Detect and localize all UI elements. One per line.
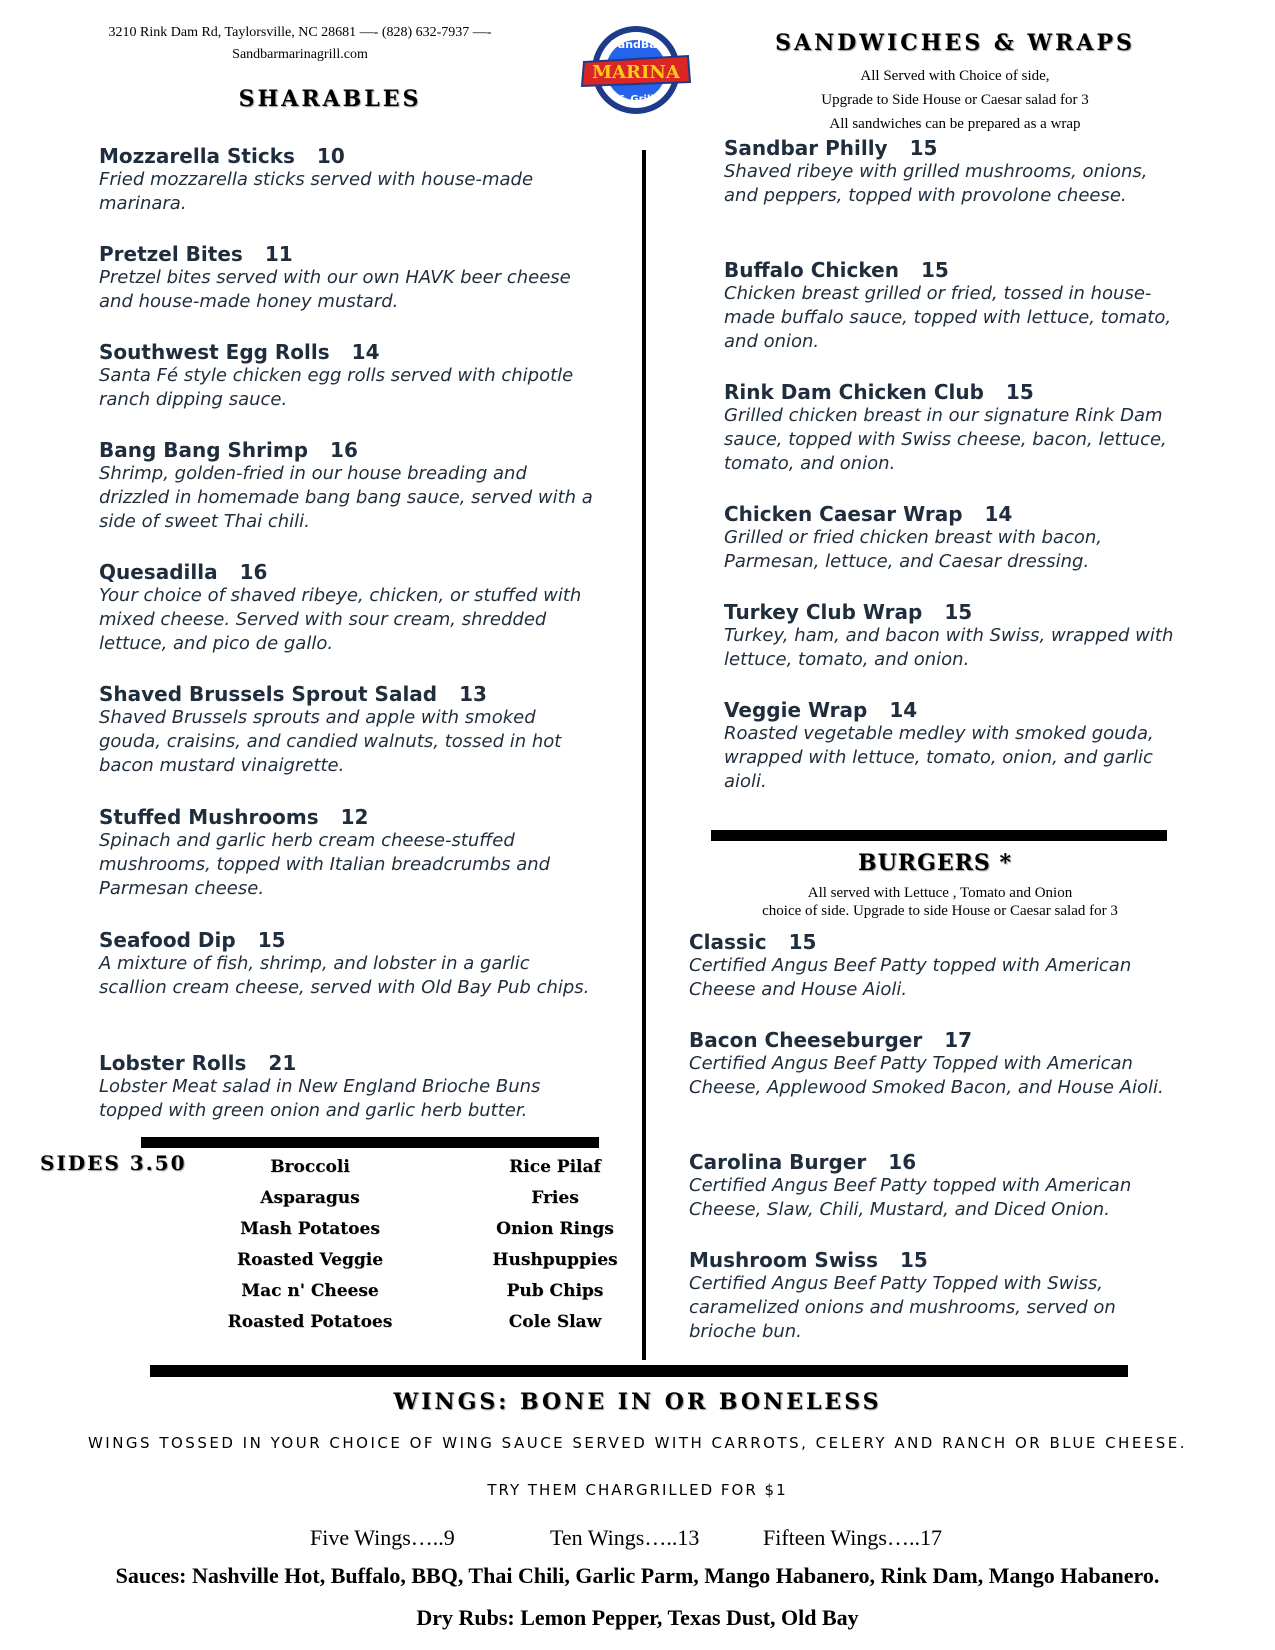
item-price: 14 [351,340,380,364]
menu-item [689,1248,1179,1344]
item-name: Lobster Rolls [99,1051,247,1075]
wing-price: Ten Wings…..13 [550,1525,700,1550]
item-description: Grilled chicken breast in our signature Rink Dam sauce, topped with Swiss cheese, bacon, lettuce, tomato, and onion. [724,405,1167,474]
menu-item [724,136,1184,208]
sandbar-marina-logo [578,22,694,118]
menu-item [724,600,1184,672]
item-price: 11 [264,242,293,266]
menu-item [689,930,1179,1002]
side-item: Broccoli [270,1157,350,1177]
sides-column-1 [190,1152,430,1338]
side-item: Roasted Veggie [236,1250,384,1270]
item-name: Mushroom Swiss [689,1248,878,1272]
burgers-note: All served with Lettuce , Tomato and Onion [807,885,1073,901]
sandwiches-title: SANDWICHES & WRAPS [775,30,1135,56]
menu-item [689,1028,1179,1100]
address-line: 3210 Rink Dam Rd, Taylorsville, NC 28681 —- (828) 632-7937 —- [108,25,492,40]
item-description: Turkey, ham, and bacon with Swiss, wrapped with lettuce, tomato, and onion. [724,625,1174,670]
item-name: Bacon Cheeseburger [689,1028,923,1052]
item-description: Certified Angus Beef Patty Topped with American Cheese, Applewood Smoked Bacon, and House Aioli. [689,1053,1164,1098]
item-description: Spinach and garlic herb cream cheese-stuffed mushrooms, topped with Italian breadcrumbs and Parmesan cheese. [99,830,551,899]
item-name: Shaved Brussels Sprout Salad [99,682,438,706]
item-price: 16 [239,560,268,584]
item-price: 16 [888,1150,917,1174]
menu-item [724,380,1184,476]
side-item: Hushpuppies [492,1250,618,1270]
menu-item [99,928,599,1000]
burgers-note: choice of side. Upgrade to side House or Caesar salad for 3 [762,903,1118,919]
item-price: 13 [459,682,487,706]
side-item: Roasted Potatoes [227,1312,393,1332]
item-name: Chicken Caesar Wrap [724,502,963,526]
item-name: Classic [689,930,767,954]
side-item: Cole Slaw [508,1312,602,1332]
sandwiches-note: All sandwiches can be prepared as a wrap [829,116,1081,132]
item-price: 15 [899,1248,928,1272]
logo-bottom-text: & Grill [618,94,654,105]
burgers-title: BURGERS * [858,850,1012,876]
item-price: 15 [944,600,973,624]
item-description: Santa Fé style chicken egg rolls served with chipotle ranch dipping sauce. [99,365,574,410]
logo-middle-text: MARINA [592,62,680,83]
wings-chargrill-note: TRY THEM CHARGRILLED FOR $1 [487,1481,788,1499]
item-name: Bang Bang Shrimp [99,438,309,462]
item-price: 15 [257,928,286,952]
side-item: Mash Potatoes [240,1219,380,1239]
side-item: Rice Pilaf [509,1157,601,1177]
item-name: Seafood Dip [99,928,236,952]
menu-item [689,1150,1179,1222]
wing-price: Fifteen Wings…..17 [763,1525,942,1550]
sides-divider [141,1137,599,1148]
item-price: 14 [984,502,1013,526]
menu-item [724,502,1184,574]
item-description: Lobster Meat salad in New England Brioche Buns topped with green onion and garlic herb butter. [99,1076,541,1121]
wings-title: WINGS: BONE IN OR BONELESS [393,1389,882,1415]
item-name: Veggie Wrap [724,698,868,722]
menu-item [99,438,599,534]
side-item: Pub Chips [506,1281,604,1301]
item-description: Certified Angus Beef Patty topped with American Cheese and House Aioli. [689,955,1132,1000]
item-description: Shaved ribeye with grilled mushrooms, onions, and peppers, topped with provolone cheese. [724,161,1148,206]
burgers-notes [690,884,1190,920]
item-name: Carolina Burger [689,1150,867,1174]
menu-item [99,340,599,412]
side-item: Mac n' Cheese [241,1281,379,1301]
item-name: Pretzel Bites [99,242,243,266]
item-description: Pretzel bites served with our own HAVK beer cheese and house-made honey mustard. [99,267,571,312]
burgers-divider [711,830,1167,841]
item-name: Rink Dam Chicken Club [724,380,984,404]
item-price: 15 [909,136,938,160]
item-description: Your choice of shaved ribeye, chicken, or stuffed with mixed cheese. Served with sour cream, shredded lettuce, and pico de gallo. [99,585,582,654]
item-description: Fried mozzarella sticks served with house-made marinara. [99,169,534,214]
sides-column-2 [460,1152,650,1338]
item-price: 15 [920,258,949,282]
item-description: Shrimp, golden-fried in our house breading and drizzled in homemade bang bang sauce, served with a side of sweet Thai chili. [99,463,593,532]
header-address [40,22,560,66]
item-description: Certified Angus Beef Patty Topped with Swiss, caramelized onions and mushrooms, served on brioche bun. [689,1273,1116,1342]
menu-item [724,258,1184,354]
item-name: Quesadilla [99,560,218,584]
sharables-title: SHARABLES [238,86,422,112]
logo-top-text: SandBar [609,38,663,51]
wing-dry-rubs: Dry Rubs: Lemon Pepper, Texas Dust, Old Bay [416,1605,859,1630]
item-price: 15 [1005,380,1034,404]
menu-item [99,1051,599,1123]
side-item: Asparagus [260,1188,360,1208]
item-price: 21 [268,1051,297,1075]
wings-subtitle: WINGS TOSSED IN YOUR CHOICE OF WING SAUCE SERVED WITH CARROTS, CELERY AND RANCH OR BLUE CHEESE. [87,1434,1188,1452]
sandwiches-notes [730,64,1180,136]
sandwiches-note: Upgrade to Side House or Caesar salad for 3 [821,92,1089,108]
wings-divider [150,1365,1128,1377]
wing-price: Five Wings…..9 [310,1525,455,1550]
item-description: A mixture of fish, shrimp, and lobster in a garlic scallion cream cheese, served with Old Bay Pub chips. [99,953,590,998]
side-item: Fries [531,1188,579,1208]
item-price: 12 [340,805,369,829]
item-description: Grilled or fried chicken breast with bacon, Parmesan, lettuce, and Caesar dressing. [724,527,1102,572]
item-description: Certified Angus Beef Patty topped with American Cheese, Slaw, Chili, Mustard, and Diced Onion. [689,1175,1132,1220]
item-price: 17 [944,1028,973,1052]
website-link[interactable]: Sandbarmarinagrill.com [232,47,368,62]
item-price: 16 [330,438,358,462]
menu-item [99,682,599,778]
item-name: Sandbar Philly [724,136,888,160]
item-description: Chicken breast grilled or fried, tossed in house-made buffalo sauce, topped with lettuce, tomato, and onion. [724,283,1172,352]
item-name: Stuffed Mushrooms [99,805,319,829]
item-name: Southwest Egg Rolls [99,340,330,364]
side-item: Onion Rings [496,1219,614,1239]
item-description: Roasted vegetable medley with smoked gouda, wrapped with lettuce, tomato, onion, and garlic aioli. [724,723,1154,792]
sides-title: SIDES 3.50 [40,1151,187,1175]
item-price: 15 [788,930,817,954]
menu-item [99,560,599,656]
item-price: 10 [316,144,345,168]
menu-item [724,698,1184,794]
item-description: Shaved Brussels sprouts and apple with smoked gouda, craisins, and candied walnuts, tossed in hot bacon mustard vinaigrette. [99,707,562,776]
menu-item [99,242,599,314]
sandwiches-note: All Served with Choice of side, [860,68,1050,84]
menu-item [99,144,599,216]
item-name: Buffalo Chicken [724,258,899,282]
item-price: 14 [889,698,918,722]
item-name: Turkey Club Wrap [724,600,923,624]
wing-sauces: Sauces: Nashville Hot, Buffalo, BBQ, Thai Chili, Garlic Parm, Mango Habanero, Rink Dam, Mango Habanero. [115,1563,1160,1588]
menu-item [99,805,599,901]
item-name: Mozzarella Sticks [99,144,295,168]
